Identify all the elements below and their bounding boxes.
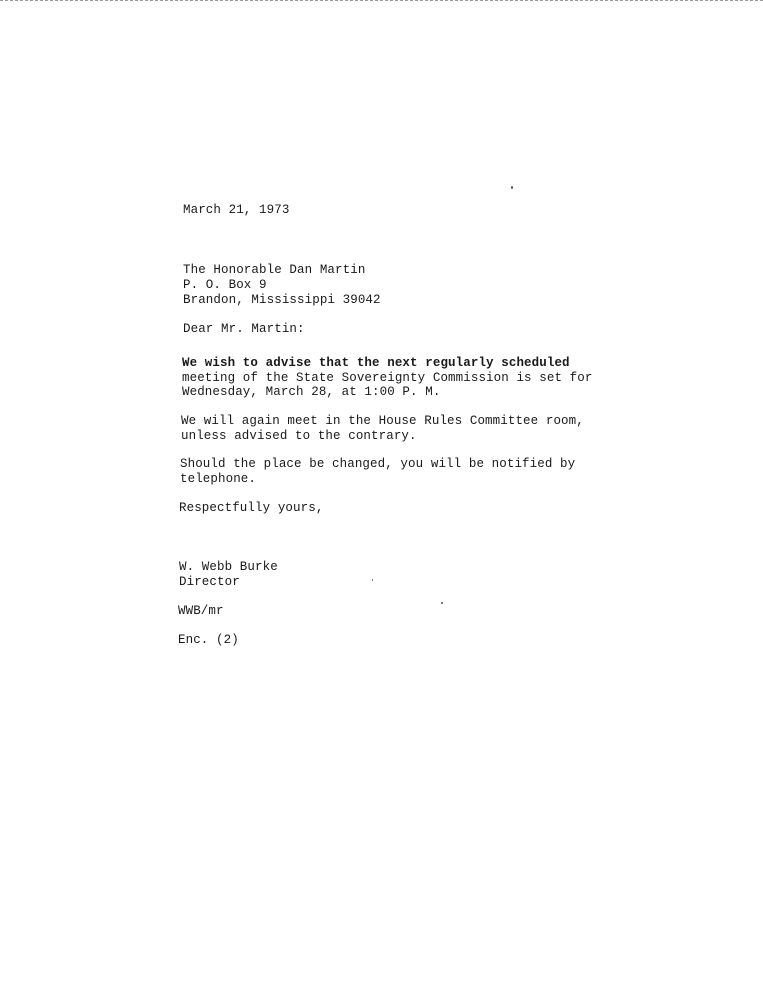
closing: Respectfully yours, [179,501,324,515]
body-paragraph-3-line: telephone. [180,472,257,486]
letter-date: March 21, 1973 [183,203,290,217]
body-paragraph-1-line: meeting of the State Sovereignty Commission is set for [182,371,593,385]
body-paragraph-1-line: Wednesday, March 28, at 1:00 P. M. [182,385,441,399]
recipient-address-line: P. O. Box 9 [183,278,267,292]
body-paragraph-1-line: We wish to advise that the next regularly scheduled [182,356,570,370]
body-paragraph-2-line: We will again meet in the House Rules Committee room, [181,414,584,428]
body-paragraph-2-line: unless advised to the contrary. [181,429,417,443]
body-paragraph-3-line: Should the place be changed, you will be notified by [180,457,576,471]
paper-speck [372,579,373,581]
paper-speck [441,602,443,604]
salutation: Dear Mr. Martin: [183,322,305,336]
reference-initials: WWB/mr [178,604,224,618]
page-top-border [0,0,763,1]
signer-name: W. Webb Burke [179,560,278,574]
recipient-city-line: Brandon, Mississippi 39042 [183,293,381,307]
paper-speck [511,186,513,189]
enclosure-note: Enc. (2) [178,633,239,647]
signer-title: Director [179,575,240,589]
recipient-name: The Honorable Dan Martin [183,263,366,277]
